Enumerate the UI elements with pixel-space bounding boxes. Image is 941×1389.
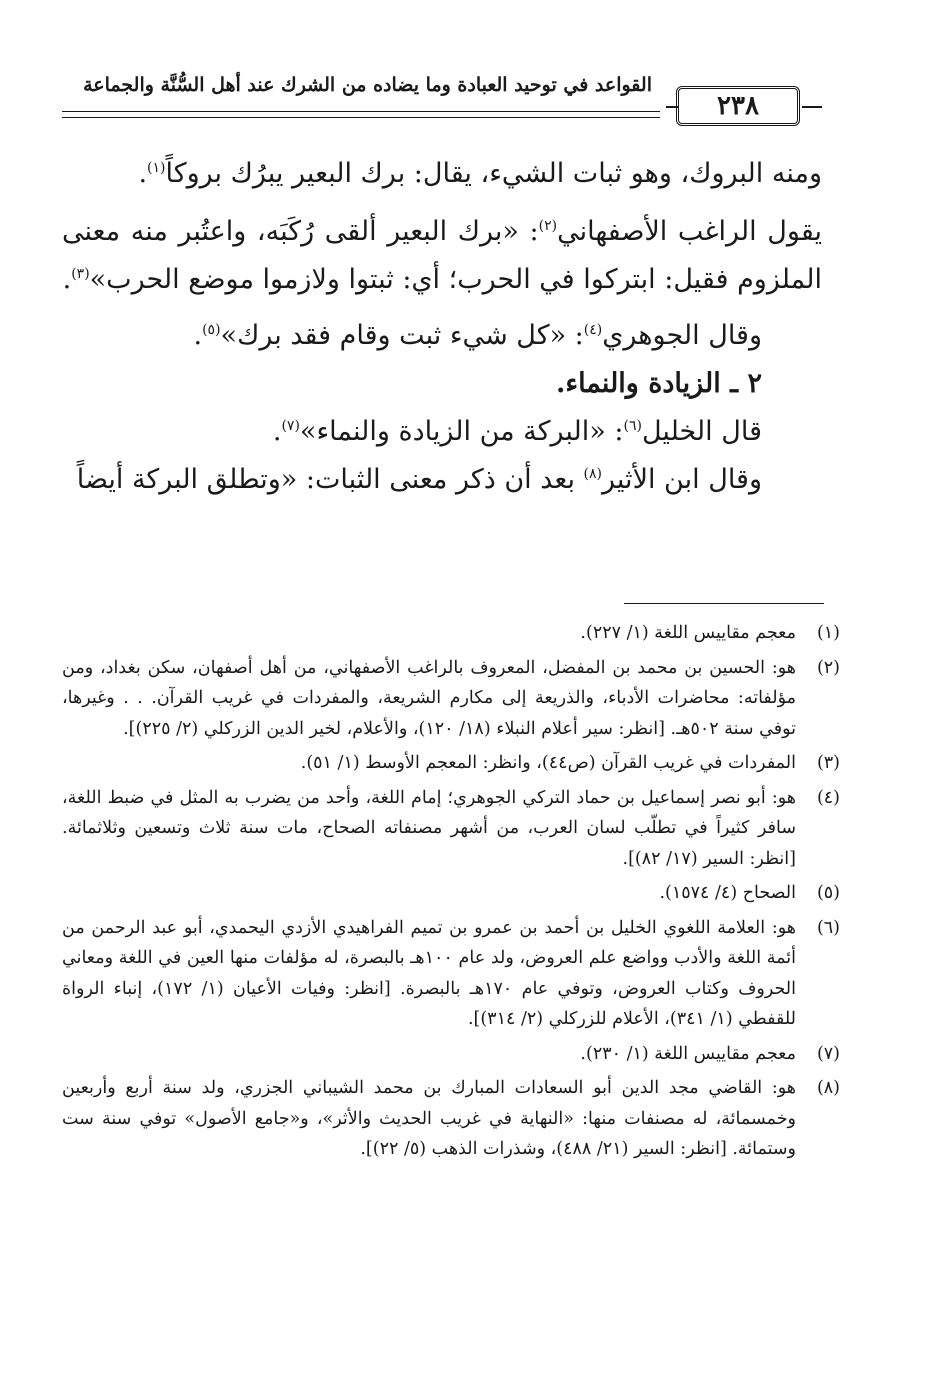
page-number: ٢٣٨ xyxy=(676,86,800,126)
header-rule-bottom xyxy=(62,117,660,118)
paragraph-2: يقول الراغب الأصفهاني$^{(٢)}$: «برك البعير ألقى رُكَبَه، واعتُبر منه معنى الملزوم فقيل: ابتركوا في الحرب؛ أي: ثبتوا ولازموا موضع الحرب»$^{(٣)}$. xyxy=(62,216,822,295)
footnote-ref: (٧) xyxy=(281,418,300,434)
footnote-item: (٨) هو: القاضي مجد الدين أبو السعادات المبارك بن محمد الشيباني الجزري، ولد سنة أربع وأربعين وخمسمائة، له مصنفات منها: «النهاية في غريب الحديث والأثر»، و«جامع الأصول» توفي سنة ست وستمائة. [انظر: السير (٢١/ ٤٨٨)، وشذرات الذهب (٥/ ٢٢)]. xyxy=(62,1078,840,1159)
header-dash-left xyxy=(666,106,678,108)
footnote-item: (٣) المفردات في غريب القرآن (ص٤٤)، وانظر: المعجم الأوسط (١/ ٥١). xyxy=(300,753,840,773)
footnote-item: (٧) معجم مقاييس اللغة (١/ ٢٣٠). xyxy=(580,1043,840,1064)
footnote-ref: (٦) xyxy=(623,418,642,434)
footnote-ref: (٢) xyxy=(538,218,558,234)
footnote-item: (١) معجم مقاييس اللغة (١/ ٢٢٧). xyxy=(580,623,840,643)
header-rule-top xyxy=(62,111,660,112)
footnote-ref: (٥) xyxy=(202,322,221,338)
footnote-ref: (١) xyxy=(147,160,166,176)
paragraph-4: قال الخليل$^{(٦)}$: «البركة من الزيادة والنماء»$^{(٧)}$. xyxy=(272,416,762,447)
page-header xyxy=(62,72,822,132)
footnote-ref: (٨) xyxy=(583,466,603,482)
section-heading: ٢ ـ الزيادة والنماء. xyxy=(555,368,762,399)
footnote-ref: (٣) xyxy=(71,266,90,282)
footnote-item: (٤) هو: أبو نصر إسماعيل بن حماد التركي الجوهري؛ إمام اللغة، وأحد من يضرب به المثل في ضبط اللغة، سافر كثيراً في تطلّب لسان العرب، من أشهر مصنفاته الصحاح، مات سنة ثلاث وتسعين وثلاثمائة. [انظر: السير (١٧/ ٨٢)]. xyxy=(62,787,840,869)
footnote-ref: (٤) xyxy=(583,322,603,338)
footnote-item: (٥) الصحاح (٤/ ١٥٧٤). xyxy=(659,883,840,903)
running-title: القواعد في توحيد العبادة وما يضاده من الشرك عند أهل السُّنَّة والجماعة xyxy=(83,74,652,96)
footnote-item: (٦) هو: العلامة اللغوي الخليل بن أحمد بن عمرو بن تميم الفراهيدي الأزدي اليحمدي، أبو عبد الرحمن من أئمة اللغة والأدب وواضع علم العروض، ولد عام ١٠٠هـ بالبصرة، له مؤلفات منها العين في اللغة ومعاني الحروف وكتاب العروض، وتوفي عام ١٧٠هـ بالبصرة. [انظر: وفيات الأعيان (١/ ١٧٢)، إنباء الرواة للقفطي (١/ ٣٤١)، الأعلام للزركلي (٢/ ٣١٤)]. xyxy=(62,917,840,1029)
header-dash-right xyxy=(802,106,822,108)
paragraph-5: وقال ابن الأثير$^{(٨)}$ بعد أن ذكر معنى الثبات: «وتطلق البركة أيضاً xyxy=(76,464,762,495)
main-text xyxy=(62,150,822,504)
footnote-separator xyxy=(624,603,824,604)
paragraph-1: ومنه البروك، وهو ثبات الشيء، يقال: برك البعير يبرُك بروكاً$^{(١)}$. xyxy=(138,158,822,189)
footnotes xyxy=(62,618,840,1169)
paragraph-3: وقال الجوهري$^{(٤)}$: «كل شيء ثبت وقام فقد برك»$^{(٥)}$. xyxy=(193,320,762,351)
footnote-item: (٢) هو: الحسين بن محمد بن المفضل، المعروف بالراغب الأصفهاني، من أهل أصفهان، سكن بغداد، ومن مؤلفاته: محاضرات الأدباء، والذريعة إلى مكارم الشريعة، والمفردات في غريب القرآن. . . وغيرها، توفي سنة ٥٠٢هـ. [انظر: سير أعلام النبلاء (١٨/ ١٢٠)، والأعلام، لخير الدين الزركلي (٢/ ٢٢٥)]. xyxy=(62,657,840,739)
